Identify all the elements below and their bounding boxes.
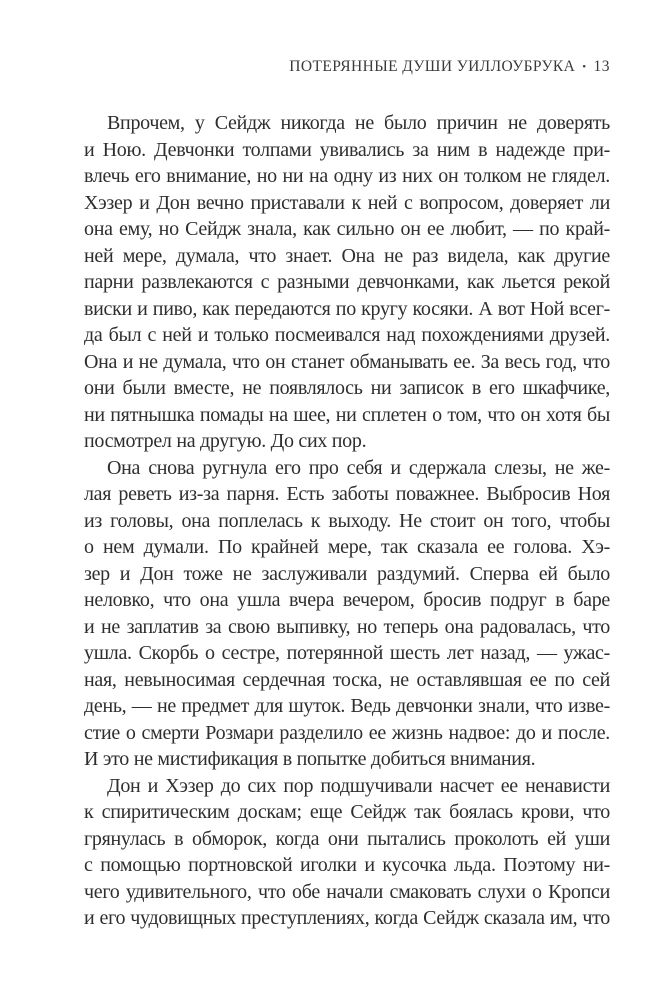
text-line: Впрочем, у Сейдж никогда не было причин не доверять [107, 112, 610, 134]
text-line: и не заплатив за свою выпивку, но теперь она радовалась, что [84, 615, 610, 638]
page-number: 13 [593, 58, 610, 75]
header-separator-dot: • [582, 61, 587, 73]
text-line: с помощью портновской иголки и кусочка льда. Поэтому ни- [84, 854, 610, 876]
text-line: да был с ней и только посмеивался над похождениями друзей. [84, 324, 610, 346]
text-line: виски и пиво, как передаются по кругу косяки. А вот Ной всег- [84, 297, 610, 320]
text-line: день, — не предмет для шуток. Ведь девчонки знали, что изве- [84, 695, 610, 717]
text-line: посмотрел на другую. До сих пор. [84, 430, 367, 452]
text-line: они были вместе, не появлялось ни записок в его шкафчике, [84, 377, 610, 399]
text-line: ней мере, думала, что знает. Она не раз видела, как другие [84, 244, 610, 267]
text-line: чего удивительного, что обе начали смаковать слухи о Кропси [84, 880, 610, 903]
text-line: ушла. Скорбь о сестре, потерянной шесть лет назад, — ужас- [84, 642, 610, 664]
text-line: зер и Дон тоже не заслуживали раздумий. Сперва ей было [84, 562, 610, 585]
text-line: к спиритическим доскам; еще Сейдж так боялась крови, что [84, 801, 610, 823]
text-line: парни развлекаются с разными девчонками, как льется рекой [84, 271, 610, 293]
page-text [84, 110, 610, 932]
text-line: влечь его внимание, но ни на одну из них он толком не глядел. [84, 165, 610, 187]
text-line: грянулась в обморок, когда они пытались проколоть ей уши [84, 827, 610, 850]
text-line: ная, невыносимая сердечная тоска, не оставлявшая ее по сей [84, 668, 610, 691]
text-line: лая реветь из-за парня. Есть заботы поважнее. Выбросив Ноя [84, 483, 610, 505]
text-line: и Ною. Девчонки толпами увивались за ним в надежде при- [84, 138, 610, 161]
text-line: неловко, что она ушла вчера вечером, бросив подруг в баре [84, 589, 610, 611]
text-line: Хэзер и Дон вечно приставали к ней с вопросом, доверяет ли [84, 191, 610, 214]
text-line: Она снова ругнула его про себя и сдержала слезы, не же- [107, 456, 610, 479]
running-header [84, 58, 610, 76]
running-header-title: ПОТЕРЯННЫЕ ДУШИ УИЛЛОУБРУКА [289, 58, 576, 75]
text-line: и его чудовищных преступлениях, когда Сейдж сказала им, что [84, 907, 610, 929]
text-line: из головы, она поплелась к выходу. Не стоит он того, чтобы [84, 509, 610, 532]
text-line: Дон и Хэзер до сих пор подшучивали насчет ее ненависти [107, 774, 610, 797]
text-line: стие о смерти Розмари разделило ее жизнь надвое: до и после. [84, 721, 610, 744]
text-line: о нем думали. По крайней мере, так сказала ее голова. Хэ- [84, 536, 610, 558]
text-line: И это не мистификация в попытке добиться внимания. [84, 748, 536, 770]
text-line: Она и не думала, что он станет обманывать ее. За весь год, что [84, 350, 610, 373]
text-line: она ему, но Сейдж знала, как сильно он ее любит, — по край- [84, 218, 610, 240]
text-line: ни пятнышка помады на шее, ни сплетен о том, что он хотя бы [84, 403, 610, 426]
